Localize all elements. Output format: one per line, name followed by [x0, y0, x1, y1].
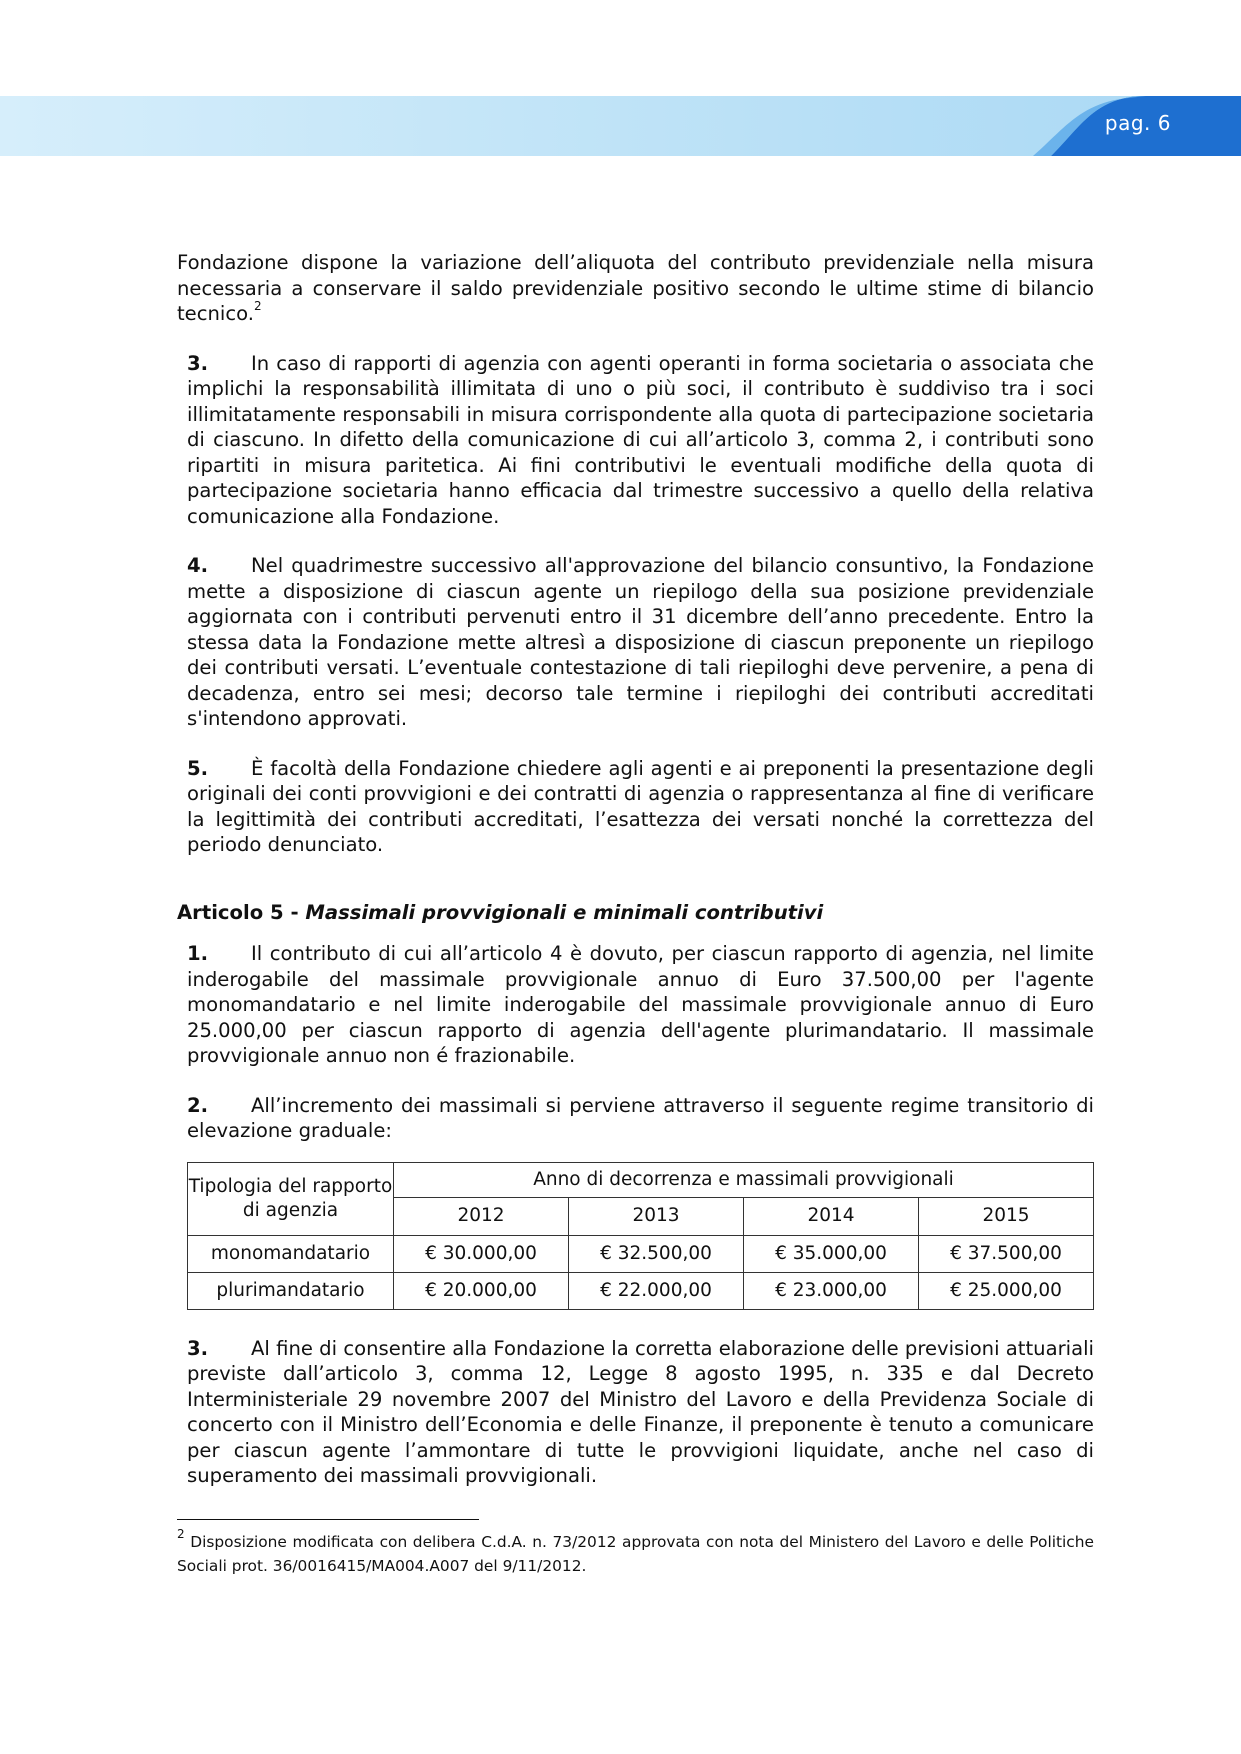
intro-paragraph: Fondazione dispone la variazione dell’aliquota del contributo previdenziale nella misura necessaria a conservare il saldo previdenziale positivo secondo le ultime stime di bilancio tecnico.$^2$	[177, 251, 1094, 325]
clause-5: 5. È facoltà della Fondazione chiedere agli agenti e ai preponenti la presentazione degli originali dei conti provvigioni e dei contratti di agenzia o rappresentanza al fine di verificare la legittimità dei contributi accreditati, l’esattezza dei versati nonché la correttezza del periodo denunciato.	[187, 756, 1094, 856]
row-label: monomandatario	[188, 1235, 394, 1272]
footnote-ref: 2	[254, 299, 262, 314]
page-number: pag. 6	[1104, 111, 1171, 135]
group-header: Anno di decorrenza e massimali provvigionali	[394, 1162, 1094, 1197]
row-label: plurimandatario	[188, 1272, 394, 1309]
footnote-mark: 2	[177, 1527, 185, 1542]
document-body	[177, 250, 1094, 1578]
article5-clause-3: 3. Al fine di consentire alla Fondazione la corretta elaborazione delle previsioni attuariali previste dall’articolo 3, comma 12, Legge 8 agosto 1995, n. 335 e dal Decreto Interministeriale 29 novembre 2007 del Ministro del Lavoro e della Previdenza Sociale di concerto con il Ministro dell’Economia e delle Finanze, il preponente è tenuto a comunicare per ciascun agente l’ammontare di tutte le provvigioni liquidate, anche nel caso di superamento dei massimali provvigionali.	[187, 1336, 1094, 1487]
table-cell: € 22.000,00	[569, 1272, 744, 1309]
table-cell: € 25.000,00	[919, 1272, 1094, 1309]
table-row	[188, 1272, 1094, 1309]
table-row	[188, 1235, 1094, 1272]
article5-clause-2: 2. All’incremento dei massimali si perviene attraverso il seguente regime transitorio di elevazione graduale:	[187, 1093, 1094, 1142]
footnote-separator	[177, 1519, 479, 1520]
year-header: 2013	[569, 1197, 744, 1235]
clause-3: 3. In caso di rapporti di agenzia con agenti operanti in forma societaria o associata che implichi la responsabilità illimitata di uno o più soci, il contributo è suddiviso tra i soci illimitatamente responsabili in misura corrispondente alla quota di partecipazione societaria di ciascuno. In difetto della comunicazione di cui all’articolo 3, comma 2, i contributi sono ripartiti in misura paritetica. Ai fini contributivi le eventuali modifiche della quota di partecipazione societaria hanno efficacia dal trimestre successivo a quello della relativa comunicazione alla Fondazione.	[187, 351, 1094, 528]
type-header: Tipologia del rapporto di agenzia	[188, 1162, 394, 1235]
massimali-table	[187, 1162, 1094, 1310]
clause-4: 4. Nel quadrimestre successivo all'approvazione del bilancio consuntivo, la Fondazione mette a disposizione di ciascun agente un riepilogo della sua posizione previdenziale aggiornata con i contributi pervenuti entro il 31 dicembre dell’anno precedente. Entro la stessa data la Fondazione mette altresì a disposizione di ciascun preponente un riepilogo dei contributi versati. L’eventuale contestazione di tali riepiloghi deve pervenire, a pena di decadenza, entro sei mesi; decorso tale termine i riepiloghi dei contributi accreditati s'intendono approvati.	[187, 554, 1094, 730]
table-cell: € 23.000,00	[744, 1272, 919, 1309]
article5-clause-1: 1. Il contributo di cui all’articolo 4 è dovuto, per ciascun rapporto di agenzia, nel limite inderogabile del massimale provvigionale annuo di Euro 37.500,00 per l'agente monomandatario e nel limite inderogabile del massimale provvigionale annuo di Euro 25.000,00 per ciascun rapporto di agenzia dell'agente plurimandatario. Il massimale provvigionale annuo non é frazionabile.	[187, 942, 1094, 1067]
table-cell: € 32.500,00	[569, 1235, 744, 1272]
year-header: 2012	[394, 1197, 569, 1235]
article-heading: Articolo 5 - Massimali provvigionali e minimali contributivi	[177, 900, 824, 924]
table-cell: € 20.000,00	[394, 1272, 569, 1309]
year-header: 2014	[744, 1197, 919, 1235]
table-cell: € 37.500,00	[919, 1235, 1094, 1272]
table-cell: € 30.000,00	[394, 1235, 569, 1272]
table-cell: € 35.000,00	[744, 1235, 919, 1272]
footnote: $^2$ Disposizione modificata con delibera C.d.A. n. 73/2012 approvata con nota del Ministero del Lavoro e delle Politiche Sociali prot. 36/0016415/MA004.A007 del 9/11/2012.	[177, 1527, 1094, 1575]
year-header: 2015	[919, 1197, 1094, 1235]
